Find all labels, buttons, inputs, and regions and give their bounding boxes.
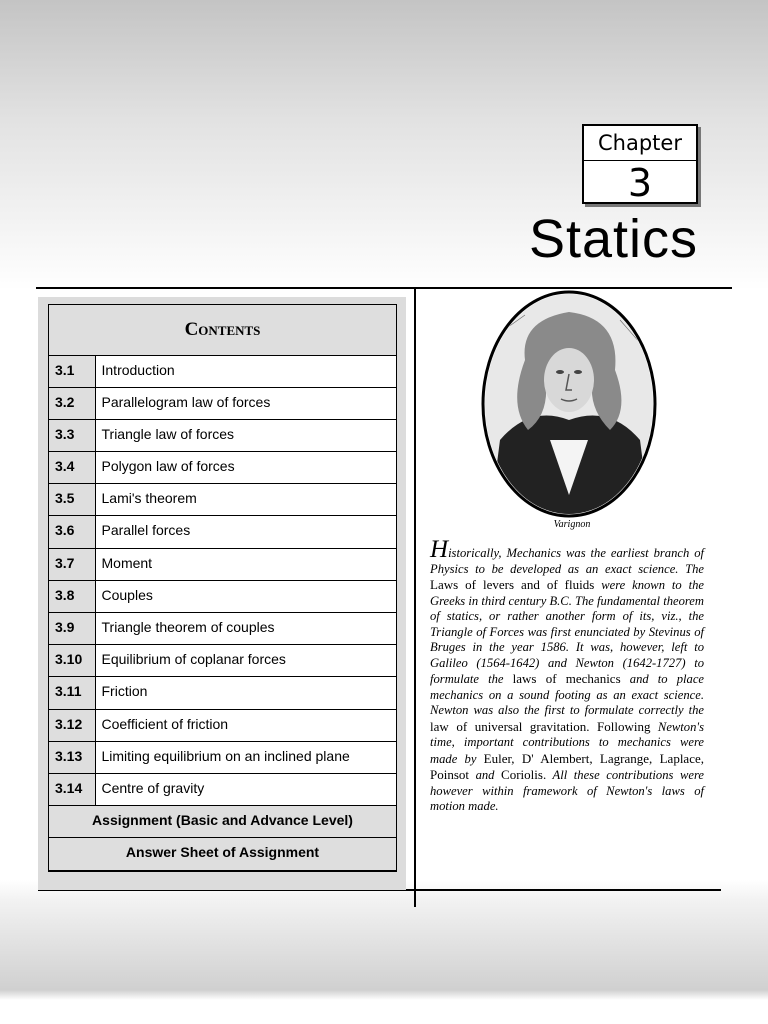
contents-row-title: Triangle theorem of couples [95,613,396,645]
drop-cap: H [430,536,449,563]
paragraph-segment: and [469,768,502,782]
paragraph-segment: Euler, D' Alembert, Lagrange, Laplace, Poinsot [430,750,704,782]
chapter-label: Chapter [584,126,696,161]
paragraph-segment: and to place mechanics on a sound footing as an exact science. Newton was also the first to formulate correctly the [430,672,705,717]
contents-row [49,645,396,677]
paragraph-segment: laws of mechanics [512,671,621,686]
contents-row [49,677,396,709]
contents-row-number: 3.7 [49,548,95,580]
contents-row [49,419,396,451]
intro-paragraph [430,536,705,815]
paragraph-segment: Laws of levers and of fluids [430,577,595,592]
contents-row [49,484,396,516]
contents-row-title: Equilibrium of coplanar forces [95,645,396,677]
chapter-box [582,124,698,204]
contents-row-number: 3.4 [49,452,95,484]
contents-footer-label: Assignment (Basic and Advance Level) [49,806,396,838]
contents-row [49,613,396,645]
contents-row-title: Triangle law of forces [95,419,396,451]
contents-row-title: Limiting equilibrium on an inclined plane [95,741,396,773]
contents-row [49,580,396,612]
paragraph-segment: were known to the Greeks in third century B.C. The fundamental theorem of statics, or rather another form of its, viz., the Triangle of Forces was first enunciated by Stevinus of Bruges in the year 1586. It was, however, left to Galileo (1564-1642) and Newton (1642-1727) to formulate the [430,578,704,686]
contents-footer-row [49,838,396,870]
portrait-caption: Varignon [553,519,591,530]
contents-row-number: 3.2 [49,387,95,419]
contents-row-number: 3.3 [49,419,95,451]
top-divider [36,287,732,289]
contents-row-number: 3.1 [49,355,95,387]
paragraph-segment: Newton's time, important contributions to mechanics were made by [430,719,704,766]
contents-row-title: Lami's theorem [95,484,396,516]
contents-row-title: Polygon law of forces [95,452,396,484]
contents-row [49,452,396,484]
contents-row-title: Friction [95,677,396,709]
paragraph-segment: law of universal gravitation. Following [430,718,651,734]
contents-row-number: 3.8 [49,580,95,612]
paragraph-segment: istorically, Mechanics was the earliest branch of Physics to be developed as an exact science. The [430,546,704,576]
contents-row-number: 3.13 [49,741,95,773]
contents-row [49,387,396,419]
varignon-portrait [480,290,658,518]
contents-row-title: Moment [95,548,396,580]
contents-row-number: 3.12 [49,709,95,741]
contents-row-title: Couples [95,580,396,612]
chapter-number: 3 [627,161,653,205]
contents-row-number: 3.9 [49,613,95,645]
contents-row-number: 3.10 [49,645,95,677]
contents-row-number: 3.11 [49,677,95,709]
contents-row-number: 3.14 [49,773,95,805]
chapter-title: Statics [528,209,698,269]
contents-row [49,548,396,580]
contents-row [49,355,396,387]
contents-row-title: Coefficient of friction [95,709,396,741]
contents-table [48,304,397,872]
column-divider [414,287,416,907]
contents-row [49,516,396,548]
contents-footer-row [49,806,396,838]
contents-row [49,709,396,741]
contents-row [49,741,396,773]
contents-row-number: 3.5 [49,484,95,516]
contents-row-title: Parallelogram law of forces [95,387,396,419]
paragraph-segment: All these contributions were however within framework of Newton's laws of motion made. [430,768,704,813]
contents-header: Contents [49,305,396,355]
contents-row-title: Centre of gravity [95,773,396,805]
contents-footer-label: Answer Sheet of Assignment [49,838,396,870]
contents-row-title: Parallel forces [95,516,396,548]
paragraph-segment: Coriolis. [501,767,547,782]
contents-row-number: 3.6 [49,516,95,548]
contents-row-title: Introduction [95,355,396,387]
contents-row [49,773,396,805]
